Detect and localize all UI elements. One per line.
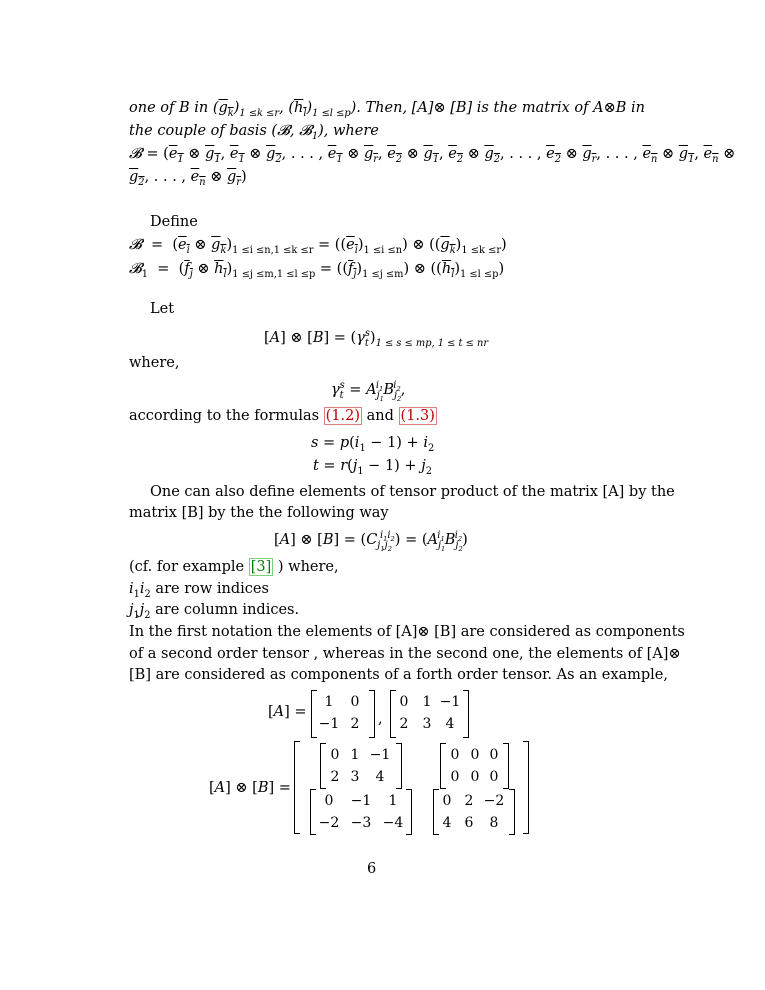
matrix-b-cell: 0 [399, 694, 409, 710]
matrix-b-cell: 1 [422, 694, 432, 710]
define-label: Define [150, 214, 198, 230]
block-22-cell: 4 [442, 815, 452, 831]
matrix-b-cell: 3 [422, 716, 432, 732]
matrix-a-cell: −1 [318, 716, 340, 732]
block-21-cell: −2 [318, 815, 340, 831]
text-line-2: the couple of basis (𝓑, 𝓑$_1$), where [129, 123, 379, 142]
def-b-equation: 𝓑 = ($e_i$ ⊗ $g_k)_{1 \le i \le n,1 \le k \le r} = ((e_i)_{1 \le i \le n})$ ⊗ $((g_k)_{1 \le k \le r})$ [129, 237, 507, 256]
matrix-b-cell: 4 [445, 716, 455, 732]
basis-line-1: 𝓑 = ($e_1$ ⊗ $g_1$, $e_1$ ⊗ $g_2$, . . . , $e_1$ ⊗ $g_r$, $e_2$ ⊗ $g_1$, $e_2$ ⊗ $g_2$, . . . , $e_2$ ⊗ $g_r$, . . . , $e_n$ ⊗ $g_1$, $e_n$ ⊗ [129, 146, 736, 165]
block-22-cell: 8 [489, 815, 499, 831]
where-label: where, [129, 355, 180, 371]
matrix-comma: , [378, 711, 383, 727]
paragraph-2-line-1: In the first notation the elements of [A]⊗ [B] are considered as components [129, 624, 685, 640]
paragraph-2-line-3: [B] are considered as components of a forth order tensor. As an example, [129, 667, 668, 683]
block-11-cell: 2 [330, 769, 340, 785]
page-number: 6 [367, 861, 377, 877]
matrix-a-cell: 0 [350, 694, 360, 710]
block-21-cell: 0 [324, 793, 334, 809]
row-indices-line: $i_1i_2$ are row indices [129, 581, 269, 600]
block-21-cell: −1 [350, 793, 372, 809]
basis-line-2: $g_2$, . . . , $e_n$ ⊗ $g_r$) [129, 169, 247, 188]
ref-link-1-2[interactable]: (1.2) [325, 408, 361, 424]
block-11-cell: 1 [350, 747, 360, 763]
block-11-cell: 4 [375, 769, 385, 785]
block-12-cell: 0 [470, 747, 480, 763]
paragraph-2-line-2: of a second order tensor , whereas in the second one, the elements of [A]⊗ [129, 646, 681, 662]
cf-sentence: (cf. for example [3] ) where, [129, 559, 339, 575]
block-12-cell: 0 [450, 747, 460, 763]
matrix-a-cell: 1 [324, 694, 334, 710]
block-22-cell: 0 [442, 793, 452, 809]
gamma-definition: $\gamma_t^s = A_{j_1}^{i_1}B_{j_2}^{i_2}$, [331, 380, 406, 403]
block-12-cell: 0 [489, 747, 499, 763]
matrix-b-cell: 2 [399, 716, 409, 732]
matrix-ab-label: [A] ⊗ [B] = [209, 780, 291, 796]
block-21-cell: 1 [388, 793, 398, 809]
matrix-a-cell: 2 [350, 716, 360, 732]
block-22-cell: −2 [483, 793, 505, 809]
let-label: Let [150, 301, 175, 317]
paragraph-1-line-2: matrix [B] by the the following way [129, 505, 389, 521]
t-equation: $t = r(j_1 - 1) + j_2$ [313, 458, 432, 477]
block-11-cell: −1 [369, 747, 391, 763]
block-21-cell: −4 [382, 815, 404, 831]
citation-link[interactable]: [3] [250, 559, 272, 575]
s-equation: $s = p(i_1 - 1) + i_2$ [311, 435, 435, 454]
c-equation: [A] ⊗ $[B] = (C_{j_1j_2}^{i_1i_2}) = (A_{j_1}^{i_1}B_{j_2}^{i_2})$ [274, 530, 468, 553]
column-indices-line: $j_1j_2$ are column indices. [129, 602, 300, 621]
block-12-cell: 0 [489, 769, 499, 785]
block-22-cell: 6 [464, 815, 474, 831]
block-21-cell: −3 [350, 815, 372, 831]
block-11-cell: 3 [350, 769, 360, 785]
block-12-cell: 0 [450, 769, 460, 785]
formulas-sentence: according to the formulas (1.2) and (1.3) [129, 408, 435, 424]
paragraph-1-line-1: One can also define elements of tensor product of the matrix [A] by the [150, 484, 675, 500]
matrix-b-cell: −1 [439, 694, 461, 710]
matrix-a-label: [A] = [268, 704, 307, 720]
block-12-cell: 0 [470, 769, 480, 785]
text-line-1: one of B in $(g_k)_{1 \le k \le r}$, $(h_l)_{1 \le l \le p}$). Then, [A]⊗ [B] is the matrix of A⊗B in [129, 100, 645, 119]
block-11-cell: 0 [330, 747, 340, 763]
gamma-equation: [A] ⊗ $[B] = (\gamma_t^s)_{1 \le s \le mp, 1 \le t \le nr}$ [264, 328, 489, 349]
block-22-cell: 2 [464, 793, 474, 809]
ref-link-1-3[interactable]: (1.3) [400, 408, 435, 424]
def-b1-equation: 𝓑$_1$ = ($f_j$ ⊗ $h_l)_{1 \le j \le m,1 \le l \le p} = ((f_j)_{1 \le j \le m})$ ⊗ $((h_l)_{1 \le l \le p})$ [129, 261, 505, 280]
